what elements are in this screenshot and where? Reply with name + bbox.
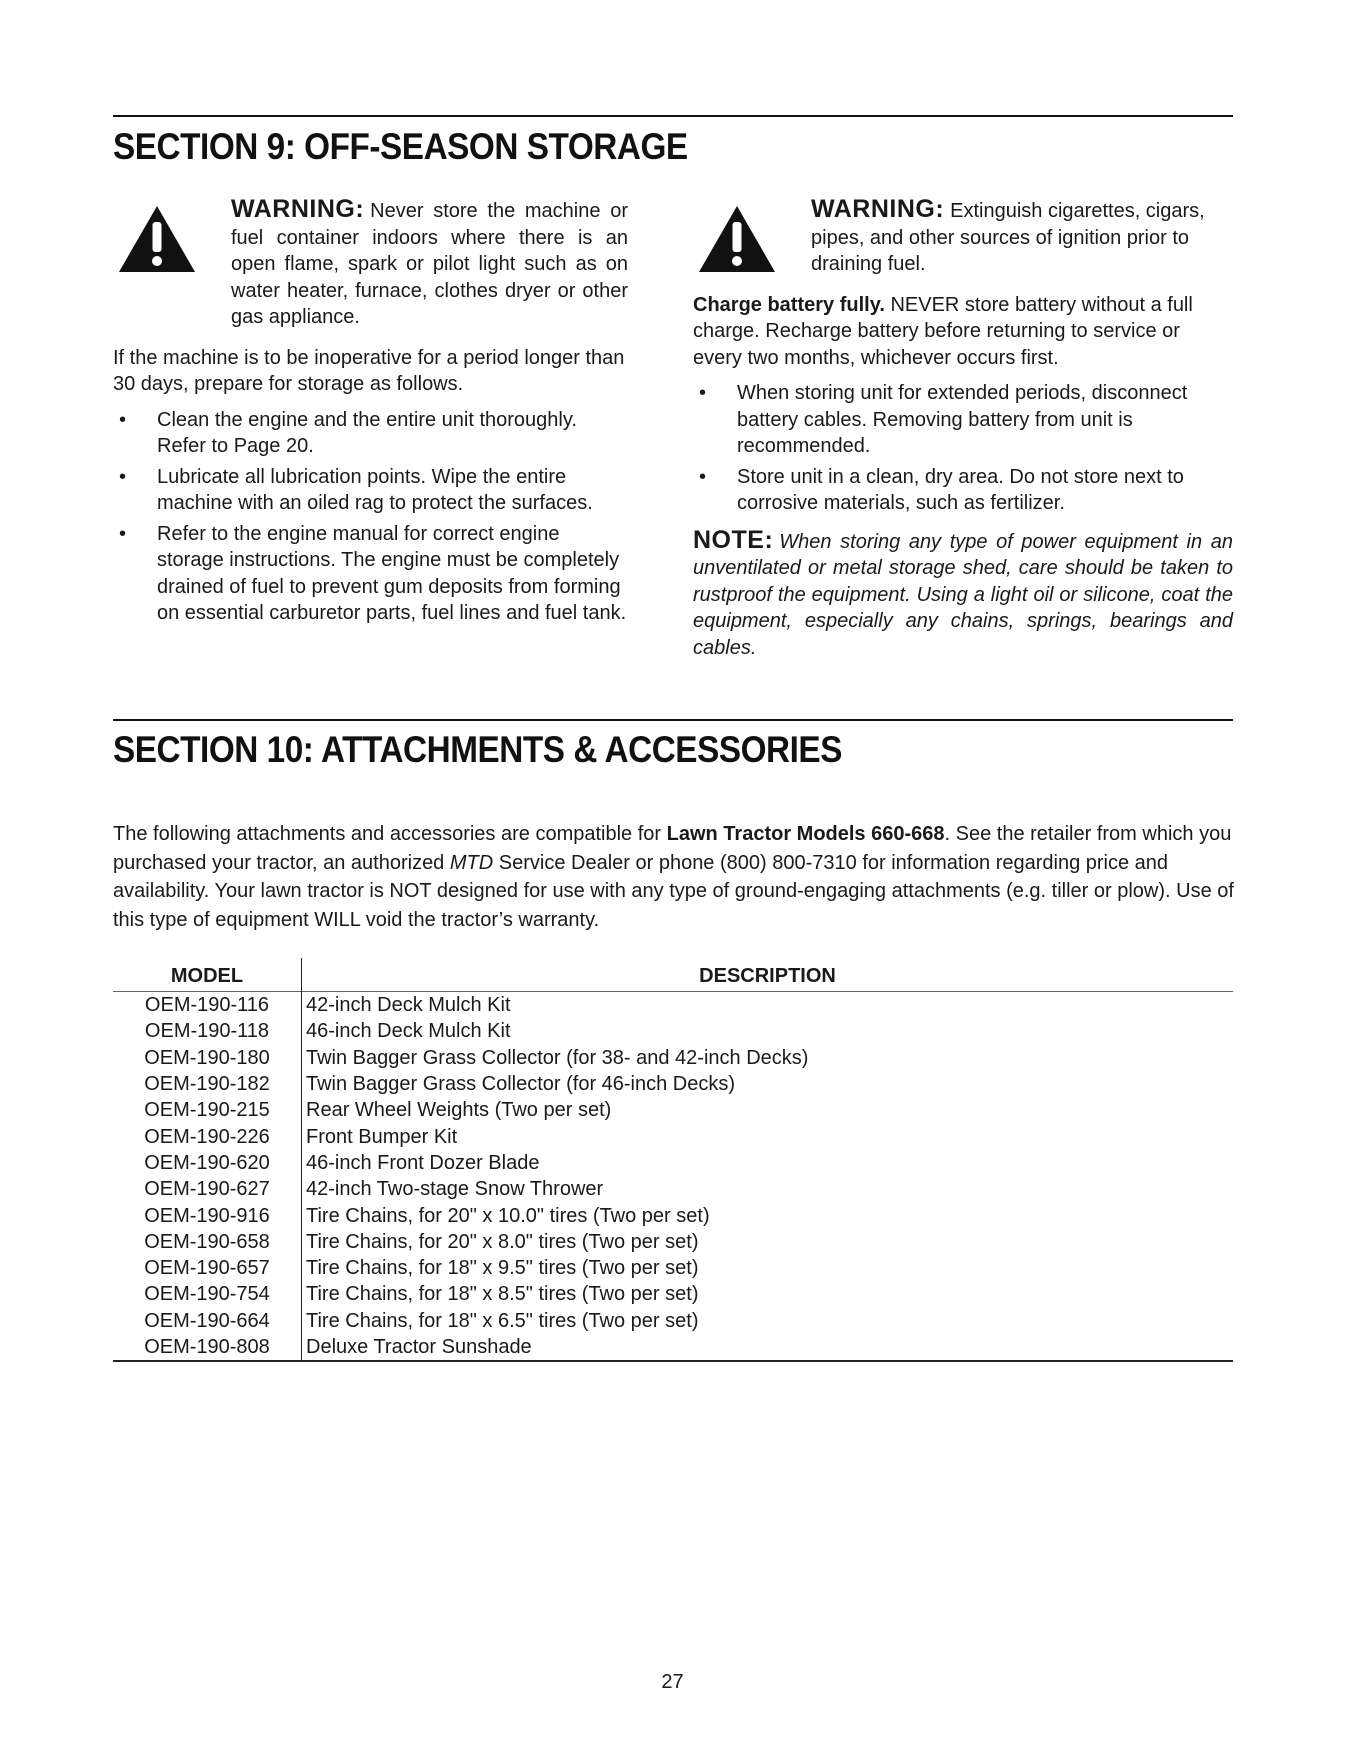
accessories-table-body bbox=[113, 992, 1233, 1362]
description-column-header: DESCRIPTION bbox=[302, 958, 1234, 992]
list-item: • Store unit in a clean, dry area. Do not store next to corrosive materials, such as fertilizer. bbox=[699, 465, 1184, 514]
section10-title: SECTION 10: ATTACHMENTS & ACCESSORIES bbox=[113, 729, 842, 770]
brand-name: MTD bbox=[449, 851, 494, 874]
table-row bbox=[113, 992, 1233, 1019]
description-cell: 42-inch Two-stage Snow Thrower bbox=[302, 1176, 1234, 1202]
compatible-models: Lawn Tractor Models 660-668 bbox=[666, 823, 945, 845]
warning-1-text: Never store the machine or fuel container indoors where there is an open flame, spark or pilot light such as on water heater, furnace, clothes dryer or other gas appliance. bbox=[231, 200, 628, 328]
list-item: • Lubricate all lubrication points. Wipe the entire machine with an oiled rag to protect the surfaces. bbox=[119, 465, 593, 514]
warning-2-paragraph bbox=[811, 196, 1233, 278]
table-header-row bbox=[113, 958, 1233, 992]
description-cell: 42-inch Deck Mulch Kit bbox=[302, 992, 1234, 1019]
description-cell: Rear Wheel Weights (Two per set) bbox=[302, 1097, 1234, 1123]
note-paragraph bbox=[693, 527, 1233, 662]
model-cell: OEM-190-226 bbox=[144, 1125, 270, 1148]
list-item: • Refer to the engine manual for correct engine storage instructions. The engine must be completely drained of fuel to prevent gum deposits from forming on essential carburetor parts, fuel lines and fuel tank. bbox=[119, 522, 627, 624]
bullet-icon: • bbox=[119, 465, 127, 488]
model-cell: OEM-190-180 bbox=[144, 1046, 270, 1069]
description-cell: Tire Chains, for 18" x 8.5" tires (Two per set) bbox=[302, 1281, 1234, 1307]
battery-text: NEVER store battery without a full charge. Recharge battery before returning to service or every two months, whichever occurs first. bbox=[693, 293, 1193, 369]
model-cell: OEM-190-118 bbox=[144, 1020, 270, 1043]
table-row bbox=[113, 1071, 1233, 1097]
list-item: • Clean the engine and the entire unit thoroughly. Refer to Page 20. bbox=[119, 408, 577, 457]
warning-2-label: WARNING: bbox=[811, 195, 945, 223]
model-cell: OEM-190-116 bbox=[144, 994, 270, 1017]
warning-1-label: WARNING: bbox=[231, 195, 365, 223]
section9-top-rule bbox=[113, 115, 1233, 117]
warning-block-2 bbox=[693, 196, 1233, 278]
model-cell: OEM-190-620 bbox=[144, 1151, 270, 1174]
model-cell: OEM-190-658 bbox=[144, 1230, 270, 1253]
model-column-header: MODEL bbox=[170, 965, 244, 987]
warning-2-text: Extinguish cigarettes, cigars, pipes, and other sources of ignition prior to draining fuel. bbox=[811, 200, 1205, 275]
table-row bbox=[113, 1229, 1233, 1255]
description-cell: Front Bumper Kit bbox=[302, 1123, 1234, 1149]
description-cell: Tire Chains, for 20" x 8.0" tires (Two per set) bbox=[302, 1229, 1234, 1255]
table-row bbox=[113, 1097, 1233, 1123]
model-cell: OEM-190-808 bbox=[113, 1334, 302, 1361]
model-cell: OEM-190-657 bbox=[144, 1257, 270, 1280]
model-cell: OEM-190-664 bbox=[144, 1309, 270, 1332]
description-cell: Twin Bagger Grass Collector (for 38- and 42-inch Decks) bbox=[302, 1045, 1234, 1071]
section9-left-column bbox=[113, 196, 628, 631]
storage-steps-list bbox=[113, 407, 628, 627]
warning-triangle-icon bbox=[697, 204, 777, 274]
accessories-intro: The following attachments and accessories are compatible for Lawn Tractor Models 660-668. See the retailer from which you purchased your tractor, an authorized MTD Service Dealer or phone (800) 800-7310 for information regarding price and availability. Your lawn tractor is NOT designed for use with any type of ground-engaging attachments (e.g. tiller or plow). Use of this type of equipment WILL void the tractor’s warranty. bbox=[113, 823, 1234, 931]
model-cell: OEM-190-182 bbox=[144, 1073, 270, 1096]
table-row bbox=[113, 1018, 1233, 1044]
warning-block-1 bbox=[113, 196, 628, 331]
accessories-table bbox=[113, 958, 1233, 1362]
bullet-icon: • bbox=[699, 382, 707, 404]
table-row bbox=[113, 1255, 1233, 1281]
table-row bbox=[113, 1308, 1233, 1334]
section9-title: SECTION 9: OFF-SEASON STORAGE bbox=[113, 126, 688, 167]
description-cell: Deluxe Tractor Sunshade bbox=[302, 1334, 1234, 1361]
model-cell: OEM-190-627 bbox=[144, 1178, 270, 1201]
model-cell: OEM-190-916 bbox=[144, 1204, 270, 1227]
description-cell: Tire Chains, for 20" x 10.0" tires (Two per set) bbox=[302, 1202, 1234, 1228]
description-cell: 46-inch Front Dozer Blade bbox=[302, 1150, 1234, 1176]
table-row bbox=[113, 1281, 1233, 1307]
table-row bbox=[113, 1123, 1233, 1149]
storage-intro: If the machine is to be inoperative for a period longer than 30 days, prepare for storage as follows. bbox=[113, 346, 625, 395]
battery-steps-list bbox=[693, 380, 1233, 517]
bullet-icon: • bbox=[119, 408, 127, 431]
section10-top-rule bbox=[113, 719, 1233, 721]
battery-lead: Charge battery fully. bbox=[693, 293, 885, 316]
note-text: When storing any type of power equipment in an unventilated or metal storage shed, care should be taken to rustproof the equipment. Using a light oil or silicone, coat the equipment, especially any chains, springs, bearings and cables. bbox=[693, 530, 1233, 659]
warning-1-paragraph bbox=[231, 196, 628, 331]
bullet-icon: • bbox=[699, 465, 707, 488]
model-cell: OEM-190-754 bbox=[144, 1283, 270, 1306]
bullet-icon: • bbox=[119, 522, 127, 545]
table-row bbox=[113, 1334, 1233, 1361]
description-cell: 46-inch Deck Mulch Kit bbox=[302, 1018, 1234, 1044]
list-item: • When storing unit for extended periods, disconnect battery cables. Removing battery from unit is recommended. bbox=[699, 382, 1188, 457]
model-cell: OEM-190-215 bbox=[144, 1099, 270, 1122]
battery-paragraph bbox=[693, 292, 1233, 372]
description-cell: Tire Chains, for 18" x 9.5" tires (Two per set) bbox=[302, 1255, 1234, 1281]
warning-triangle-icon bbox=[117, 204, 197, 274]
table-row bbox=[113, 1045, 1233, 1071]
page-number: 27 bbox=[661, 1671, 684, 1693]
description-cell: Twin Bagger Grass Collector (for 46-inch Decks) bbox=[302, 1071, 1234, 1097]
table-row bbox=[113, 1176, 1233, 1202]
section9-right-column bbox=[693, 196, 1233, 661]
description-cell: Tire Chains, for 18" x 6.5" tires (Two per set) bbox=[302, 1308, 1234, 1334]
table-row bbox=[113, 1202, 1233, 1228]
table-row bbox=[113, 1150, 1233, 1176]
note-label: NOTE: bbox=[693, 525, 774, 554]
